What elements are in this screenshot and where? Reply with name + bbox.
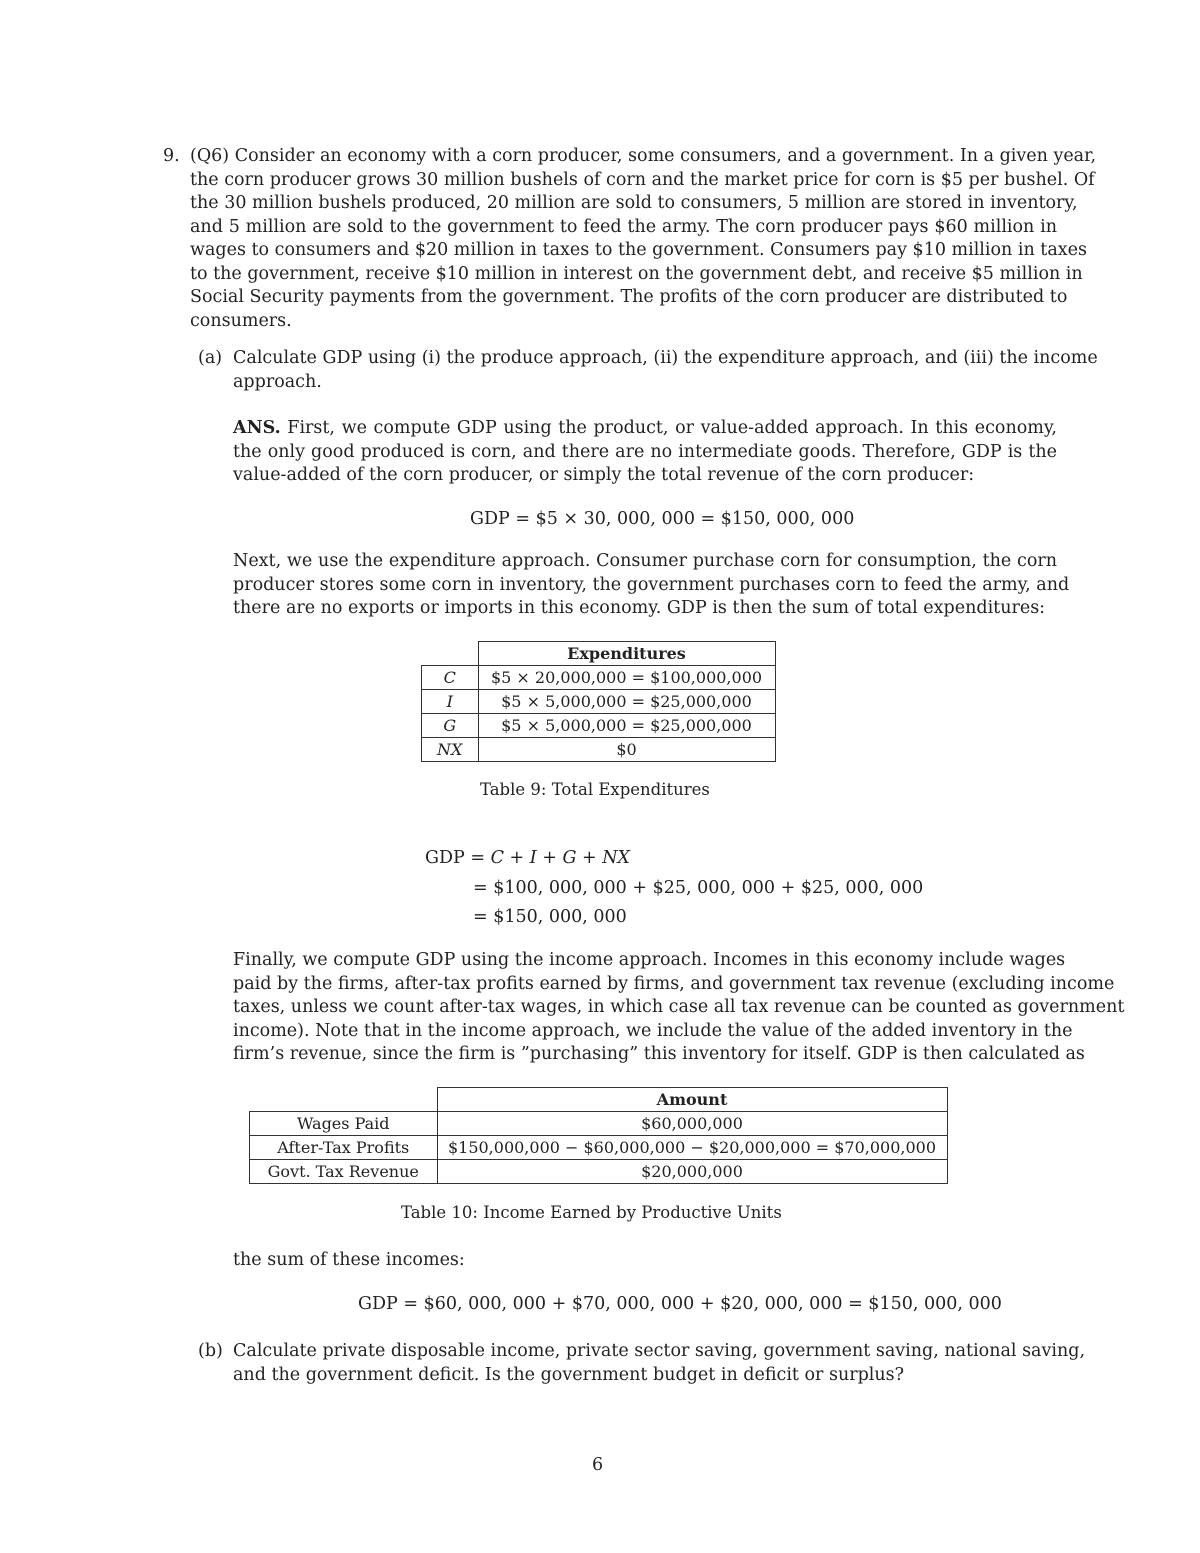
answer-text: First, we compute GDP using the product, or value-added approach. In this economy, — [280, 418, 1057, 438]
table-corner — [422, 642, 479, 666]
table-corner — [250, 1088, 438, 1112]
table-row — [422, 690, 776, 714]
row-value: $5 × 20,000,000 = $100,000,000 — [478, 666, 775, 690]
part-b-text — [233, 1340, 1086, 1387]
row-value: $150,000,000 − $60,000,000 − $20,000,000 = $70,000,000 — [437, 1136, 947, 1160]
sum-text — [233, 1249, 1057, 1273]
gdp-product-equation: GDP = $5 × 30, 000, 000 = $150, 000, 000 — [470, 509, 855, 529]
question-text — [190, 145, 1097, 333]
part-a-label: (a) — [198, 348, 223, 368]
income-line: paid by the firms, after-tax profits earned by firms, and government tax revenue (excluding income — [233, 973, 1115, 994]
expenditure-line: Next, we use the expenditure approach. Consumer purchase corn for consumption, the corn — [233, 551, 1057, 571]
row-label: G — [422, 714, 479, 738]
eq-lhs: GDP = — [425, 848, 491, 868]
row-value: $20,000,000 — [437, 1160, 947, 1184]
row-value: $5 × 5,000,000 = $25,000,000 — [478, 714, 775, 738]
ans-label: ANS. — [233, 418, 281, 438]
row-label: After-Tax Profits — [250, 1136, 438, 1160]
part-a-line: approach. — [233, 371, 322, 392]
table-row — [422, 666, 776, 690]
table-header: Expenditures — [478, 642, 775, 666]
question-line: consumers. — [190, 310, 292, 331]
income-text — [233, 949, 1125, 1067]
question-line: (Q6) Consider an economy with a corn producer, some consumers, and a government. In a given year, — [190, 146, 1097, 166]
answer-line: value-added of the corn producer, or simply the total revenue of the corn producer: — [233, 465, 975, 485]
gdp-expenditure-eq-line3: = $150, 000, 000 — [473, 907, 627, 927]
gdp-expenditure-eq-line1 — [425, 846, 630, 870]
row-value: $0 — [478, 738, 775, 762]
question-line: Social Security payments from the government. The profits of the corn producer are distributed to — [190, 287, 1068, 307]
page-number: 6 — [592, 1455, 604, 1475]
expenditures-table — [421, 641, 776, 762]
answer-intro — [233, 417, 1057, 488]
question-line: wages to consumers and $20 million in taxes to the government. Consumers pay $10 million in taxes — [190, 240, 1087, 260]
row-label: C — [422, 666, 479, 690]
row-label: I — [422, 690, 479, 714]
part-b-line: Calculate private disposable income, private sector saving, government saving, national saving, — [233, 1341, 1086, 1361]
table-row — [250, 1136, 948, 1160]
eq-rhs: C + I + G + NX — [490, 848, 630, 868]
sum-line: the sum of these incomes: — [233, 1250, 465, 1270]
question-line: to the government, receive $10 million in interest on the government debt, and receive $5 million in — [190, 263, 1083, 284]
income-line: firm’s revenue, since the firm is ”purchasing” this inventory for itself. GDP is then calculated as — [233, 1044, 1085, 1064]
table9-caption: Table 9: Total Expenditures — [480, 780, 710, 799]
question-line: the 30 million bushels produced, 20 million are sold to consumers, 5 million are stored in inventory, — [190, 193, 1078, 213]
row-label: Govt. Tax Revenue — [250, 1160, 438, 1184]
table-row — [250, 1160, 948, 1184]
expenditure-line: producer stores some corn in inventory, the government purchases corn to feed the army, and — [233, 574, 1070, 595]
gdp-income-equation: GDP = $60, 000, 000 + $70, 000, 000 + $20, 000, 000 = $150, 000, 000 — [358, 1294, 1002, 1314]
income-table — [249, 1087, 948, 1184]
question-line: the corn producer grows 30 million bushels of corn and the market price for corn is $5 per bushel. Of — [190, 169, 1095, 190]
answer-line — [233, 417, 1057, 441]
row-label: NX — [422, 738, 479, 762]
expenditure-text — [233, 550, 1070, 621]
income-line: taxes, unless we count after-tax wages, in which case all tax revenue can be counted as government — [233, 997, 1125, 1017]
row-value: $60,000,000 — [437, 1112, 947, 1136]
expenditure-line: there are no exports or imports in this economy. GDP is then the sum of total expenditures: — [233, 598, 1046, 618]
income-line: Finally, we compute GDP using the income approach. Incomes in this economy include wages — [233, 950, 1066, 970]
answer-line: the only good produced is corn, and there are no intermediate goods. Therefore, GDP is the — [233, 441, 1057, 462]
part-b-label: (b) — [198, 1341, 223, 1361]
income-line: income). Note that in the income approach, we include the value of the added inventory in the — [233, 1020, 1073, 1041]
question-line: and 5 million are sold to the government to feed the army. The corn producer pays $60 million in — [190, 216, 1057, 237]
row-label: Wages Paid — [250, 1112, 438, 1136]
table-header: Amount — [437, 1088, 947, 1112]
part-a-text — [233, 347, 1098, 394]
table10-caption: Table 10: Income Earned by Productive Units — [401, 1203, 782, 1222]
gdp-expenditure-eq-line2: = $100, 000, 000 + $25, 000, 000 + $25, 000, 000 — [473, 878, 924, 898]
row-value: $5 × 5,000,000 = $25,000,000 — [478, 690, 775, 714]
question-number: 9. — [163, 146, 180, 166]
table-row — [250, 1112, 948, 1136]
table-row — [422, 714, 776, 738]
part-a-line: Calculate GDP using (i) the produce approach, (ii) the expenditure approach, and (iii) the income — [233, 348, 1098, 368]
table-row — [422, 738, 776, 762]
part-b-line: and the government deficit. Is the government budget in deficit or surplus? — [233, 1364, 905, 1385]
